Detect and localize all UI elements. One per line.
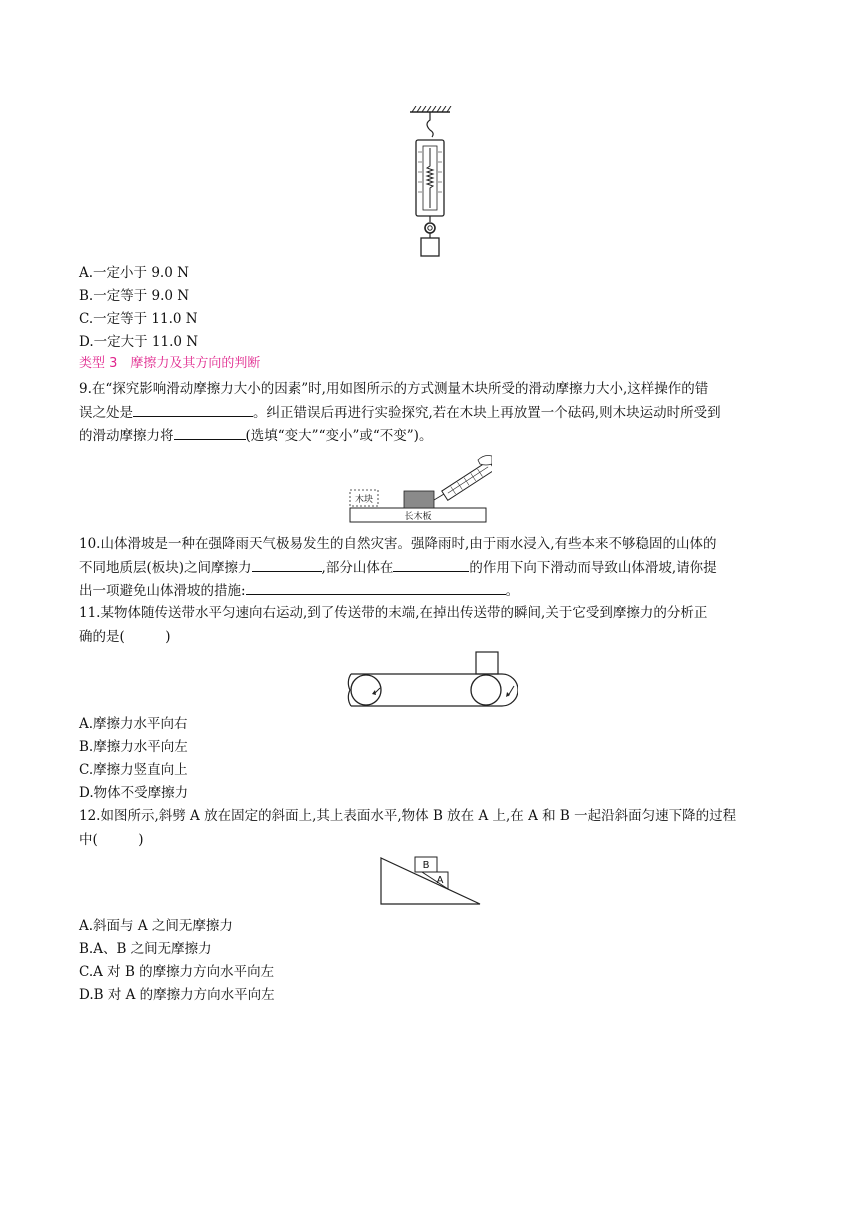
q11-line-1: 11.某物体随传送带水平匀速向右运动,到了传送带的末端,在掉出传送带的瞬间,关于它受到摩擦力的分析正 [79, 605, 708, 621]
block-label: 木块 [354, 495, 374, 505]
q10-line-2-text-b: ,部分山体在 [321, 560, 394, 576]
q12-line-1: 12.如图所示,斜劈 A 放在固定的斜面上,其上表面水平,物体 B 放在 A 上,在 A 和 B 一起沿斜面匀速下降的过程 [79, 808, 737, 824]
q10-line-1: 10.山体滑坡是一种在强降雨天气极易发生的自然灾害。强降雨时,由于雨水浸入,有些本来不够稳固的山体的 [79, 536, 717, 552]
q8-option-c: C.一定等于 11.0 N [79, 311, 198, 327]
q12-option-d: D.B 对 A 的摩擦力方向水平向左 [79, 987, 275, 1003]
q12-option-c: C.A 对 B 的摩擦力方向水平向左 [79, 964, 275, 980]
conveyor-belt-figure [346, 650, 518, 708]
q10-line-2 [79, 557, 717, 578]
q8-option-b: B.一定等于 9.0 N [79, 288, 190, 304]
q11-option-d: D.物体不受摩擦力 [79, 785, 189, 801]
q10-line-2-text-a: 不同地质层(板块)之间摩擦力 [79, 560, 252, 576]
q11-option-c: C.摩擦力竖直向上 [79, 762, 188, 778]
q9-blank-2 [174, 425, 246, 440]
q9-line-2 [79, 402, 721, 423]
q8-option-d: D.一定大于 11.0 N [79, 334, 199, 350]
label-a: A [436, 875, 444, 886]
q9-line-2-text-a: 误之处是 [79, 405, 133, 421]
q9-line-2-text-b: 。纠正错误后再进行实验探究,若在木块上再放置一个砝码,则木块运动时所受到 [253, 405, 721, 421]
q9-line-3-text-a: 的滑动摩擦力将 [79, 428, 174, 444]
q10-blank-1 [252, 557, 322, 572]
q10-blank-3 [246, 580, 506, 595]
q11-line-2: 确的是( ) [79, 629, 171, 645]
section-heading: 类型 3 摩擦力及其方向的判断 [79, 356, 261, 371]
incline-wedge-figure [378, 854, 484, 908]
friction-experiment-figure [346, 450, 492, 526]
q12-line-2: 中( ) [79, 832, 144, 848]
q11-option-a: A.摩擦力水平向右 [79, 716, 188, 732]
spring-scale-figure [404, 106, 456, 260]
q10-line-3 [79, 580, 519, 601]
q10-line-3-text-a: 出一项避免山体滑坡的措施: [79, 583, 246, 599]
q9-line-3-text-b: (选填“变大”“变小”或“不变”)。 [245, 428, 433, 444]
q12-option-b: B.A、B 之间无摩擦力 [79, 941, 212, 957]
q8-option-a: A.一定小于 9.0 N [79, 265, 189, 281]
q12-option-a: A.斜面与 A 之间无摩擦力 [79, 918, 233, 934]
q11-option-b: B.摩擦力水平向左 [79, 739, 188, 755]
q10-blank-2 [393, 557, 469, 572]
board-label: 长木板 [404, 512, 432, 522]
q9-blank-1 [133, 402, 253, 417]
q9-line-3 [79, 425, 432, 446]
q10-line-2-text-c: 的作用下向下滑动而导致山体滑坡,请你提 [469, 560, 717, 576]
q10-line-3-text-b: 。 [505, 583, 520, 599]
q9-line-1: 9.在“探究影响滑动摩擦力大小的因素”时,用如图所示的方式测量木块所受的滑动摩擦力大小,这样操作的错 [79, 381, 709, 397]
label-b: B [422, 860, 430, 871]
